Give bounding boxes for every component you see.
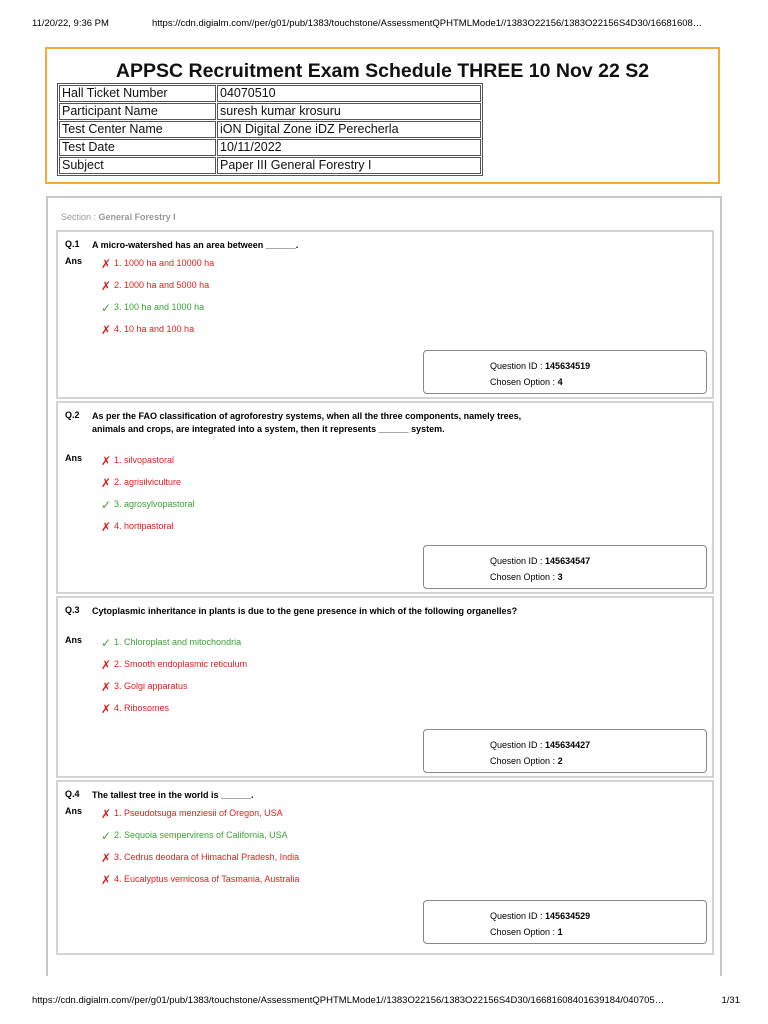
chosen-option-row (424, 569, 706, 585)
question-number: Q.3 (65, 605, 80, 615)
answer-option (98, 828, 288, 842)
wrong-cross-icon: ✗ (100, 519, 112, 534)
question-panel (56, 596, 714, 778)
wrong-cross-icon: ✗ (100, 872, 112, 887)
wrong-cross-icon: ✗ (100, 322, 112, 337)
print-footer-url[interactable]: https://cdn.digialm.com//per/g01/pub/1383/touchstone/AssessmentQPHTMLMode1//1383O22156/1383O22156S4D30/16681608401639184/040705… (32, 995, 665, 1006)
question-meta-box (423, 350, 707, 394)
info-label: Test Date (59, 139, 216, 156)
exam-header-card (45, 47, 720, 184)
option-text: 1. Chloroplast and mitochondria (114, 637, 242, 647)
correct-check-icon: ✓ (100, 828, 112, 843)
question-number: Q.4 (65, 789, 80, 799)
info-row (59, 85, 481, 102)
option-text: 3. Cedrus deodara of Himachal Pradesh, India (114, 852, 300, 862)
info-row (59, 139, 481, 156)
option-text: 2. 1000 ha and 5000 ha (114, 280, 210, 290)
wrong-cross-icon: ✗ (100, 453, 112, 468)
info-row (59, 157, 481, 174)
chosen-option-row (424, 753, 706, 769)
info-value: Paper III General Forestry I (217, 157, 481, 174)
question-id-label: Question ID : (490, 740, 543, 750)
option-text: 3. 100 ha and 1000 ha (114, 302, 205, 312)
answer-option (98, 657, 247, 671)
wrong-cross-icon: ✗ (100, 256, 112, 271)
print-footer (32, 995, 740, 1009)
question-id-value: 145634529 (545, 911, 591, 921)
chosen-option-row (424, 374, 706, 390)
option-text: 4. Eucalyptus vernicosa of Tasmania, Australia (114, 874, 300, 884)
info-label: Hall Ticket Number (59, 85, 216, 102)
answer-option (98, 635, 241, 649)
info-row (59, 103, 481, 120)
option-text: 4. hortipastoral (114, 521, 174, 531)
chosen-option-label: Chosen Option : (490, 377, 556, 387)
wrong-cross-icon: ✗ (100, 657, 112, 672)
question-meta-box (423, 729, 707, 773)
question-meta-box (423, 900, 707, 944)
wrong-cross-icon: ✗ (100, 701, 112, 716)
answer-option (98, 256, 214, 270)
question-text: Cytoplasmic inheritance in plants is due to the gene presence in which of the following organelles? (92, 606, 518, 616)
info-label: Test Center Name (59, 121, 216, 138)
candidate-info-table (57, 83, 483, 176)
answer-option (98, 519, 174, 533)
ans-label: Ans (65, 806, 83, 816)
option-text: 3. Golgi apparatus (114, 681, 188, 691)
info-label: Participant Name (59, 103, 216, 120)
chosen-option-value: 2 (557, 756, 563, 766)
wrong-cross-icon: ✗ (100, 475, 112, 490)
question-id-row (424, 553, 706, 569)
question-id-label: Question ID : (490, 911, 543, 921)
answer-option (98, 497, 195, 511)
chosen-option-label: Chosen Option : (490, 927, 556, 937)
page-number: 1/31 (721, 995, 740, 1006)
chosen-option-label: Chosen Option : (490, 756, 556, 766)
info-value: 04070510 (217, 85, 481, 102)
correct-check-icon: ✓ (100, 497, 112, 512)
correct-check-icon: ✓ (100, 635, 112, 650)
question-id-value: 145634427 (545, 740, 591, 750)
question-id-label: Question ID : (490, 556, 543, 566)
answer-option (98, 300, 204, 314)
wrong-cross-icon: ✗ (100, 679, 112, 694)
chosen-option-value: 1 (557, 927, 563, 937)
section-name: General Forestry I (98, 212, 176, 222)
question-panel (56, 230, 714, 399)
section-label (61, 212, 176, 222)
answer-option (98, 278, 209, 292)
question-id-value: 145634519 (545, 361, 591, 371)
print-timestamp: 11/20/22, 9:36 PM (32, 18, 109, 29)
exam-title: APPSC Recruitment Exam Schedule THREE 10 Nov 22 S2 (115, 60, 650, 82)
answer-option (98, 322, 194, 336)
answer-option (98, 850, 299, 864)
question-id-value: 145634547 (545, 556, 591, 566)
chosen-option-value: 3 (557, 572, 563, 582)
info-value: suresh kumar krosuru (217, 103, 481, 120)
wrong-cross-icon: ✗ (100, 278, 112, 293)
answer-option (98, 872, 299, 886)
answer-option (98, 806, 283, 820)
info-value: iON Digital Zone iDZ Perecherla (217, 121, 481, 138)
option-text: 2. Sequoia sempervirens of California, USA (114, 830, 288, 840)
wrong-cross-icon: ✗ (100, 806, 112, 821)
section-prefix: Section : (61, 212, 97, 222)
ans-label: Ans (65, 453, 83, 463)
question-number: Q.2 (65, 410, 80, 420)
question-text: The tallest tree in the world is ______. (92, 790, 254, 800)
option-text: 4. Ribosomes (114, 703, 170, 713)
option-text: 2. agrisilviculture (114, 477, 182, 487)
answer-option (98, 679, 188, 693)
info-label: Subject (59, 157, 216, 174)
print-url[interactable]: https://cdn.digialm.com//per/g01/pub/1383/touchstone/AssessmentQPHTMLMode1//1383O22156/1383O22156S4D30/16681608… (152, 18, 703, 29)
option-text: 2. Smooth endoplasmic reticulum (114, 659, 248, 669)
wrong-cross-icon: ✗ (100, 850, 112, 865)
question-text: A micro-watershed has an area between ______. (92, 240, 299, 250)
option-text: 1. silvopastoral (114, 455, 175, 465)
question-number: Q.1 (65, 239, 80, 249)
answer-option (98, 475, 181, 489)
answer-option (98, 701, 169, 715)
chosen-option-row (424, 924, 706, 940)
question-id-row (424, 908, 706, 924)
print-header (32, 18, 740, 32)
question-meta-box (423, 545, 707, 589)
correct-check-icon: ✓ (100, 300, 112, 315)
option-text: 1. Pseudotsuga menziesii of Oregon, USA (114, 808, 283, 818)
question-id-row (424, 737, 706, 753)
ans-label: Ans (65, 635, 83, 645)
chosen-option-value: 4 (557, 377, 563, 387)
option-text: 3. agrosylvopastoral (114, 499, 195, 509)
ans-label: Ans (65, 256, 83, 266)
section-container (46, 196, 722, 976)
question-id-label: Question ID : (490, 361, 543, 371)
answer-option (98, 453, 174, 467)
info-value: 10/11/2022 (217, 139, 481, 156)
option-text: 4. 10 ha and 100 ha (114, 324, 195, 334)
option-text: 1. 1000 ha and 10000 ha (114, 258, 215, 268)
question-panel (56, 401, 714, 594)
question-panel (56, 780, 714, 955)
question-text: As per the FAO classification of agroforestry systems, when all the three components, namely trees, animals and crops, are integrated into a system, then it represents ______ system. (92, 411, 522, 434)
info-row (59, 121, 481, 138)
chosen-option-label: Chosen Option : (490, 572, 556, 582)
question-id-row (424, 358, 706, 374)
